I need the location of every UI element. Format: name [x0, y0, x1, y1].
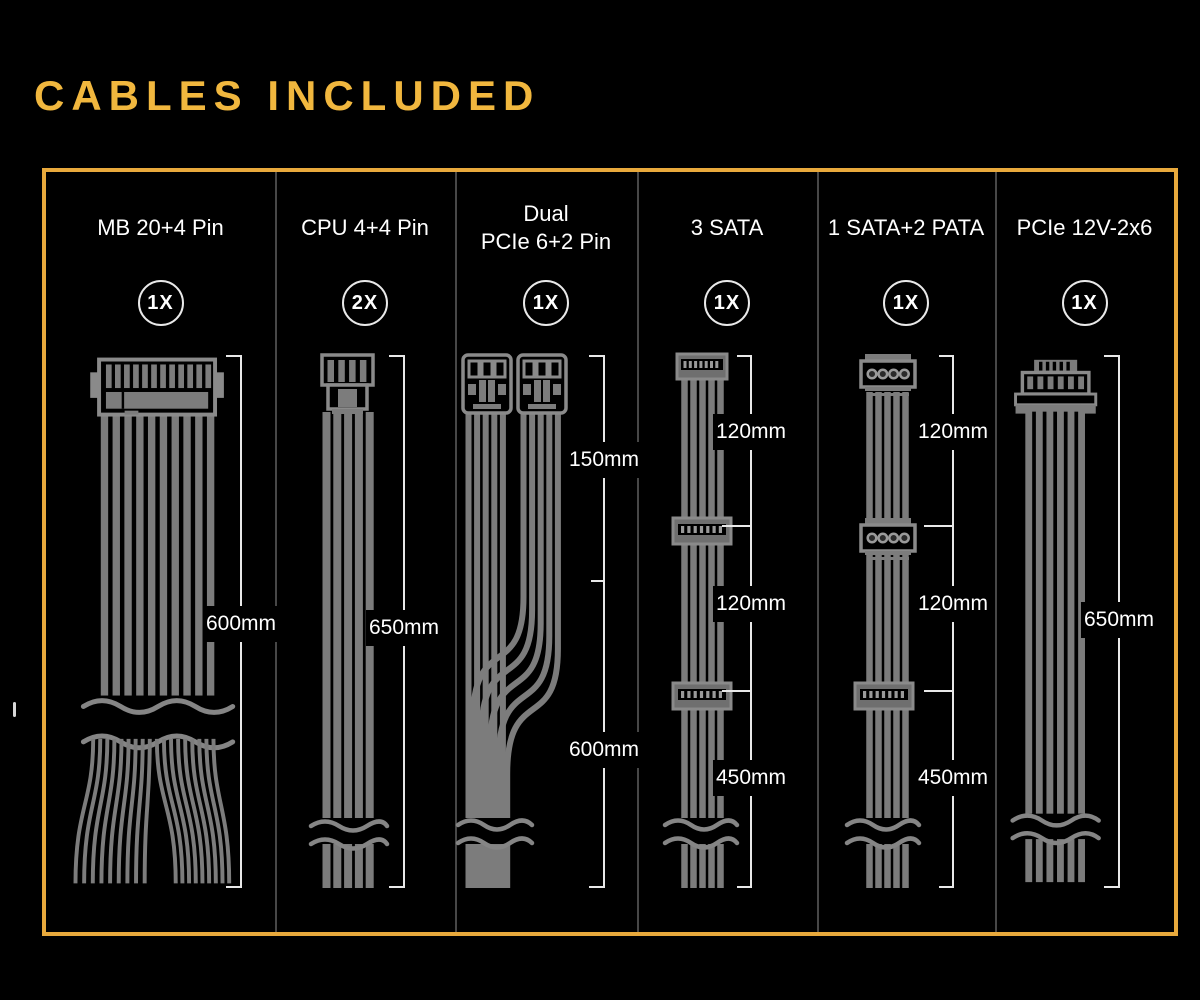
- cpu-connector: [322, 355, 373, 414]
- sata-connector: [855, 683, 913, 709]
- length-measure-tick: [737, 886, 751, 888]
- dual-pcie-cable-illustration: [455, 352, 637, 888]
- column-label: [637, 214, 817, 242]
- sata-connector: [673, 518, 731, 544]
- cable-wires: [104, 415, 210, 696]
- cable-wires: [469, 413, 558, 888]
- fanned-wire-strands: [75, 739, 229, 883]
- column-label-text: MB 20+4 Pin: [97, 215, 224, 240]
- length-label: 450mm: [713, 760, 789, 796]
- column-label: [995, 214, 1174, 242]
- length-measure-tick: [226, 886, 241, 888]
- sata-connector: [677, 354, 727, 379]
- length-label: 650mm: [366, 610, 442, 646]
- column-label-text: 3 SATA: [690, 215, 764, 240]
- length-measure-tick: [939, 886, 953, 888]
- length-label: 650mm: [1081, 602, 1157, 638]
- length-label: 120mm: [915, 586, 991, 622]
- column-label-text: CPU 4+4 Pin: [301, 215, 429, 240]
- length-measure-tick: [939, 355, 953, 357]
- column-label-text: Dual: [523, 201, 569, 226]
- stray-mark: [13, 702, 16, 717]
- quantity-badge: 1X: [523, 280, 569, 326]
- column-label-text: PCIe 12V-2x6: [1016, 215, 1153, 240]
- length-label: 120mm: [915, 414, 991, 450]
- cable-wires: [1029, 411, 1082, 882]
- quantity-badge: 1X: [138, 280, 184, 326]
- length-label: 600mm: [566, 732, 642, 768]
- column-label-text: PCIe 6+2 Pin: [480, 229, 612, 254]
- quantity-badge: 2X: [342, 280, 388, 326]
- column-label: [46, 214, 275, 242]
- page-title: CABLES INCLUDED: [34, 72, 541, 119]
- length-measure-tick: [737, 355, 751, 357]
- length-measure-tick: [924, 690, 953, 692]
- length-label: 450mm: [915, 760, 991, 796]
- pata-molex-connector: [861, 354, 915, 396]
- quantity-badge: 1X: [1062, 280, 1108, 326]
- sata-connector: [673, 683, 731, 709]
- length-label: 120mm: [713, 586, 789, 622]
- cable-wires: [870, 392, 906, 888]
- length-measure-tick: [589, 355, 604, 357]
- cables-panel: [42, 168, 1178, 936]
- column-label: [275, 214, 455, 242]
- quantity-badge: 1X: [704, 280, 750, 326]
- column-label-text: 1 SATA+2 PATA: [827, 215, 985, 240]
- column-label: [455, 200, 637, 256]
- pata-molex-connector: [861, 518, 915, 560]
- length-label: 120mm: [713, 414, 789, 450]
- length-measure-tick: [389, 355, 404, 357]
- length-measure-tick: [722, 690, 751, 692]
- length-measure-tick: [924, 525, 953, 527]
- pcie-6-2-connector: [463, 355, 511, 413]
- length-measure-tick: [389, 886, 404, 888]
- column-label: [817, 214, 995, 242]
- cable-wires: [685, 376, 721, 888]
- length-measure-tick: [226, 355, 241, 357]
- length-measure-tick: [1104, 886, 1119, 888]
- 12v-2x6-connector: [1016, 360, 1096, 414]
- pcie-6-2-connector: [518, 355, 566, 413]
- length-measure-tick: [1104, 355, 1119, 357]
- quantity-badge: 1X: [883, 280, 929, 326]
- length-label: 600mm: [203, 606, 279, 642]
- length-measure-line: [603, 355, 605, 888]
- atx-24pin-connector: [90, 360, 224, 415]
- cable-wires: [327, 412, 370, 888]
- length-measure-tick: [591, 580, 604, 582]
- length-label: 150mm: [566, 442, 642, 478]
- length-measure-tick: [722, 525, 751, 527]
- length-measure-tick: [589, 886, 604, 888]
